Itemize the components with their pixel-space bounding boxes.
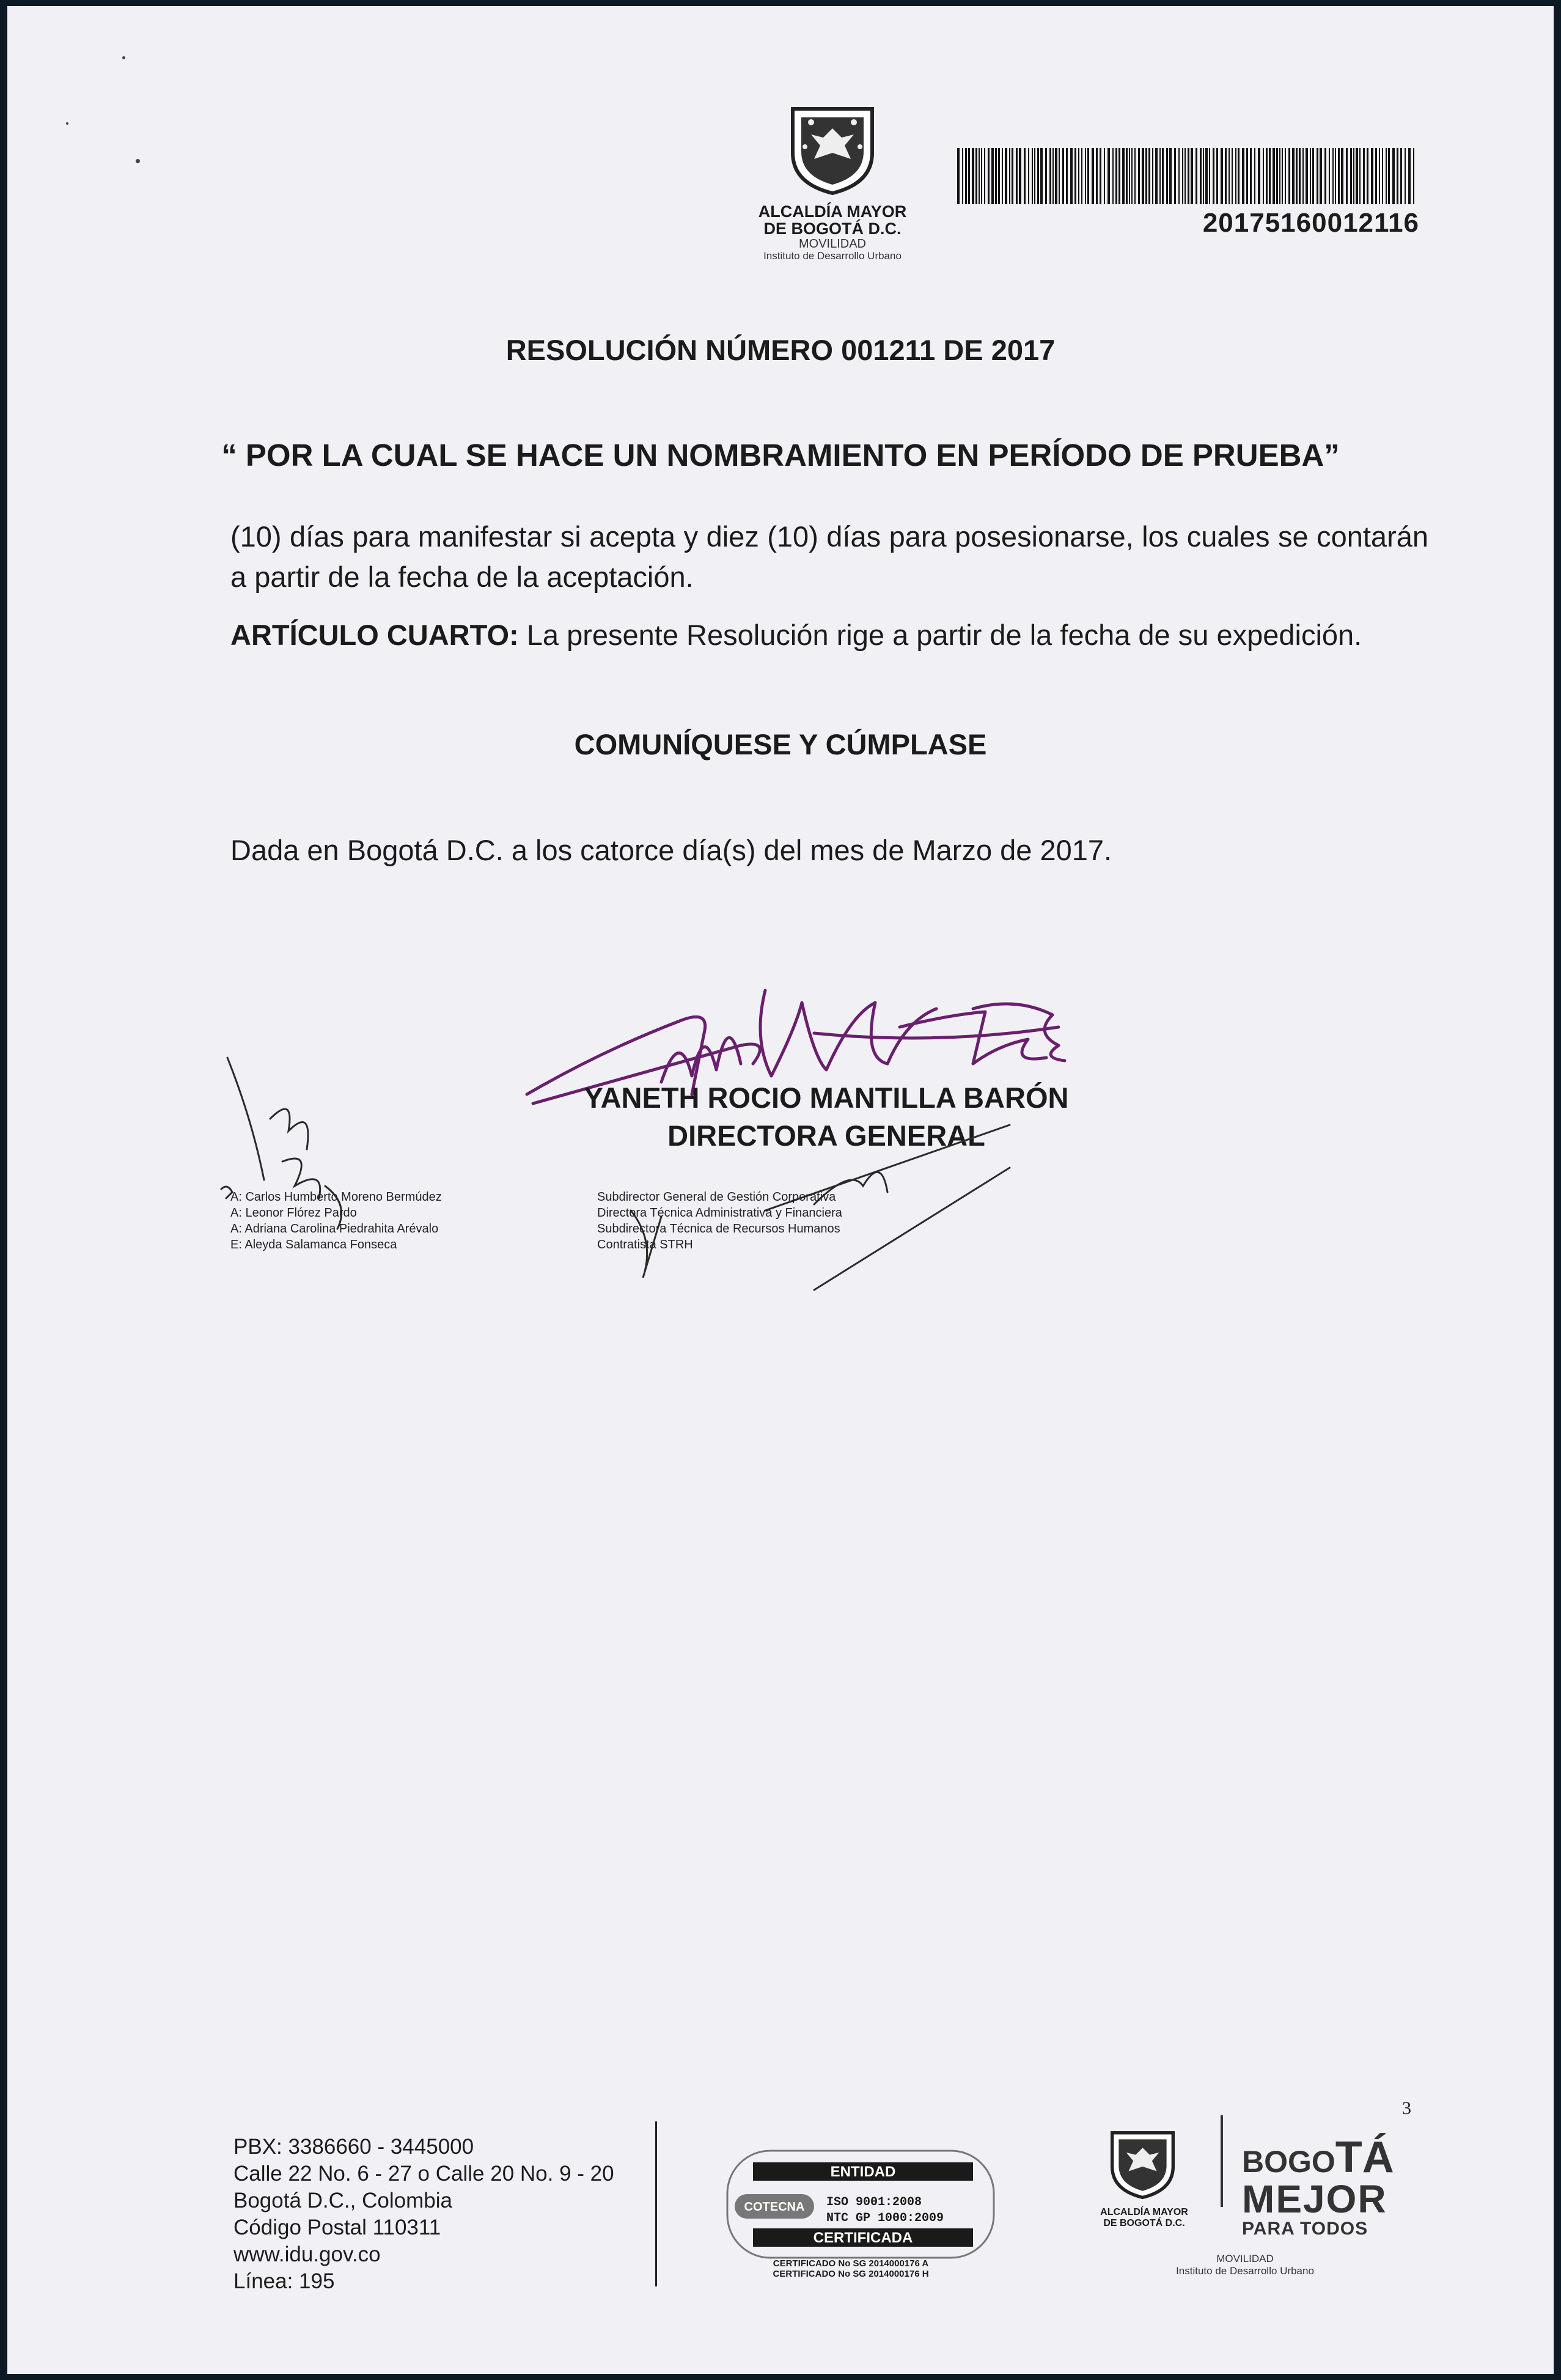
entity-line: Instituto de Desarrollo Urbano (763, 249, 902, 262)
barcode-bar (1078, 148, 1079, 204)
footer-linea: Línea: 195 (233, 2269, 335, 2293)
document-title: RESOLUCIÓN NÚMERO 001211 DE 2017 (505, 334, 1056, 366)
barcode-bar (1332, 148, 1334, 204)
document-subtitle: “ POR LA CUAL SE HACE UN NOMBRAMIENTO EN PERÍODO DE PRUEBA” (221, 438, 1340, 473)
barcode-bar (1085, 148, 1086, 204)
barcode-bar (1363, 148, 1365, 204)
barcode-bar (1034, 148, 1035, 204)
barcode-bar (1382, 148, 1383, 204)
barcode-bar (1216, 148, 1218, 204)
barcode-bar (1413, 148, 1414, 204)
approval-initials (215, 1045, 1071, 1321)
entity-line: ALCALDÍA MAYOR (758, 202, 907, 221)
barcode-bar (1312, 148, 1314, 204)
footer-city: Bogotá D.C., Colombia (233, 2189, 452, 2212)
barcode-bar (1112, 148, 1114, 204)
barcode-bar (1062, 148, 1064, 204)
barcode-bar (1386, 148, 1387, 204)
barcode-bar (1182, 148, 1183, 204)
barcode-bar (1371, 148, 1373, 204)
signatory-role: DIRECTORA GENERAL (667, 1119, 985, 1152)
footer-crest-line: ALCALDÍA MAYOR (1100, 2207, 1188, 2217)
entity-logo-text (710, 203, 955, 262)
page-number: 3 (1402, 2098, 1411, 2118)
barcode-bar (1138, 148, 1140, 204)
barcode-bar (1126, 148, 1128, 204)
brand-bogo: BOGO (1242, 2145, 1335, 2179)
barcode-bar (1052, 148, 1054, 204)
barcode-bar (1379, 148, 1380, 204)
barcode-bar (1178, 148, 1180, 204)
barcode-bar (1100, 148, 1101, 204)
cert-iso: ISO 9001:2008 (826, 2195, 922, 2209)
approval-role: Subdirectora Técnica de Recursos Humanos (597, 1222, 840, 1236)
barcode-bar (1209, 148, 1210, 204)
barcode-bar (1299, 148, 1301, 204)
footer-address: Calle 22 No. 6 - 27 o Calle 20 No. 9 - 20 (233, 2162, 614, 2186)
barcode-bar (1074, 148, 1076, 204)
footer-web: www.idu.gov.co (233, 2242, 381, 2266)
barcode-bar (979, 148, 980, 204)
barcode-bar (1200, 148, 1202, 204)
scan-speck (136, 159, 140, 163)
barcode-bar (1302, 148, 1304, 204)
barcode-bar (1032, 148, 1033, 204)
approval-person: A: Carlos Humberto Moreno Bermúdez (230, 1190, 442, 1204)
barcode-bar (1205, 148, 1208, 204)
barcode-bar (1317, 148, 1318, 204)
barcode-bar (1279, 148, 1280, 204)
barcode-bar (1191, 148, 1193, 204)
barcode-bar (1397, 148, 1398, 204)
barcode-bar (1142, 148, 1144, 204)
footer-movilidad: MOVILIDAD (1216, 2253, 1274, 2264)
barcode-bar (1346, 148, 1348, 204)
barcode-bar (1276, 148, 1278, 204)
barcode-bar (1273, 148, 1275, 204)
barcode-bar (957, 148, 960, 204)
footer-crest-line: DE BOGOTÁ D.C. (1103, 2218, 1185, 2228)
barcode-bar (1353, 148, 1354, 204)
barcode-bar (1392, 148, 1395, 204)
footer-crest-icon (1107, 2128, 1178, 2201)
barcode-bar (1263, 148, 1264, 204)
cert-brand: COTECNA (744, 2200, 805, 2214)
barcode-bar (1266, 148, 1268, 204)
barcode-bar (975, 148, 977, 204)
barcode-bar (1203, 148, 1204, 204)
article-paragraph (230, 615, 1428, 655)
approvals-people (230, 1189, 442, 1253)
approval-role: Contratista STRH (597, 1238, 693, 1251)
barcode-bar (1159, 148, 1161, 204)
closing-formula: COMUNÍQUESE Y CÚMPLASE (574, 728, 987, 761)
barcode-bar (968, 148, 970, 204)
barcode-bar (1367, 148, 1368, 204)
barcode-bar (1356, 148, 1358, 204)
barcode-bar (1024, 148, 1026, 204)
barcode-bar (1174, 148, 1176, 204)
barcode-bar (1329, 148, 1330, 204)
barcode-bar (1310, 148, 1311, 204)
barcode-bar (1028, 148, 1029, 204)
barcode-bar (1129, 148, 1130, 204)
entity-line: DE BOGOTÁ D.C. (763, 219, 902, 238)
cert-entity: ENTIDAD (830, 2164, 896, 2180)
bogota-mejor-logo (1242, 2133, 1413, 2239)
barcode-bar (1221, 148, 1223, 204)
barcode-bar (1288, 148, 1290, 204)
barcode-bar (1306, 148, 1308, 204)
barcode-bar (1400, 148, 1402, 204)
barcode-bar (965, 148, 967, 204)
barcode-bar (1009, 148, 1010, 204)
bogota-crest-icon (787, 104, 878, 196)
footer-crest-text (1083, 2207, 1205, 2229)
barcode-bar (1059, 148, 1060, 204)
barcode-bar (984, 148, 985, 204)
scan-speck (66, 122, 68, 125)
barcode-bar (1122, 148, 1125, 204)
barcode-bar (1019, 148, 1021, 204)
barcode-bar (1152, 148, 1153, 204)
barcode-bar (1049, 148, 1051, 204)
footer-idu-name: Instituto de Desarrollo Urbano (1176, 2265, 1314, 2277)
approval-person: E: Aleyda Salamanca Fonseca (230, 1238, 397, 1251)
footer-brand-divider (1221, 2115, 1223, 2207)
barcode-bar (1145, 148, 1147, 204)
barcode-bar (1269, 148, 1271, 204)
issue-date-line: Dada en Bogotá D.C. a los catorce día(s) del mes de Marzo de 2017. (230, 834, 1112, 866)
barcode-bar (995, 148, 997, 204)
barcode-bar (1375, 148, 1377, 204)
barcode-bar (1087, 148, 1089, 204)
barcode-bar (1037, 148, 1039, 204)
cert-certified: CERTIFICADA (813, 2230, 913, 2246)
barcode-bar (1232, 148, 1233, 204)
cert-number: CERTIFICADO No SG 2014000176 A (773, 2258, 929, 2269)
barcode-bar (1081, 148, 1082, 204)
document-page (7, 6, 1554, 2374)
barcode-bar (1335, 148, 1336, 204)
barcode-bar (1229, 148, 1230, 204)
barcode-bar (991, 148, 994, 204)
brand-para-todos: PARA TODOS (1242, 2219, 1368, 2239)
barcode-bar (1005, 148, 1007, 204)
cert-numbers (716, 2258, 985, 2279)
barcode-bar (1155, 148, 1158, 204)
barcode-bar (1002, 148, 1003, 204)
footer-divider (655, 2121, 657, 2286)
barcode-bar (1162, 148, 1164, 204)
barcode-bar (1359, 148, 1361, 204)
barcode-bar (1148, 148, 1150, 204)
barcode-bar (1185, 148, 1186, 204)
approval-person: A: Leonor Flórez Pardo (230, 1206, 357, 1220)
barcode-bar (1285, 148, 1286, 204)
barcode-bar (1055, 148, 1057, 204)
barcode-bar (962, 148, 963, 204)
article-text: La presente Resolución rige a partir de la fecha de su expedición. (518, 619, 1362, 651)
footer-pbx: PBX: 3386660 - 3445000 (233, 2135, 474, 2159)
cert-number: CERTIFICADO No SG 2014000176 H (773, 2269, 929, 2279)
barcode-bar (1250, 148, 1252, 204)
barcode-bar (1213, 148, 1214, 204)
cert-ntc: NTC GP 1000:2009 (826, 2211, 944, 2225)
barcode-bar (988, 148, 990, 204)
barcode-bar (1254, 148, 1255, 204)
footer-contact (233, 2134, 614, 2295)
barcode-bar (1238, 148, 1240, 204)
barcode-bar (1196, 148, 1197, 204)
barcode-bar (1246, 148, 1248, 204)
barcode-bar (1092, 148, 1094, 204)
barcode-bar (1388, 148, 1390, 204)
footer-idu (1156, 2253, 1334, 2277)
barcode-bar (1045, 148, 1047, 204)
body-paragraph: (10) días para manifestar si acepta y diez (10) días para posesionarse, los cuales se contarán a partir de la fecha de la aceptación. (230, 520, 1428, 593)
barcode-bar (1258, 148, 1260, 204)
barcode-bar (1324, 148, 1326, 204)
barcode-bar (1225, 148, 1227, 204)
barcode-bars (955, 148, 1419, 204)
barcode-bar (1134, 148, 1136, 204)
barcode-bar (1188, 148, 1189, 204)
certification-badge (716, 2149, 1010, 2271)
approval-role: Subdirector General de Gestión Corporativa (597, 1190, 836, 1204)
barcode-bar (1320, 148, 1322, 204)
barcode-bar (1115, 148, 1117, 204)
radicado-number: 20175160012116 (1202, 208, 1419, 238)
brand-ta: TÁ (1335, 2133, 1394, 2182)
approval-role: Directora Técnica Administrativa y Financiera (597, 1206, 842, 1220)
barcode (955, 148, 1419, 204)
barcode-bar (1096, 148, 1098, 204)
barcode-bar (1070, 148, 1073, 204)
barcode-bar (972, 148, 974, 204)
barcode-bar (1408, 148, 1411, 204)
barcode-bar (1338, 148, 1340, 204)
barcode-bar (1282, 148, 1283, 204)
barcode-bar (1296, 148, 1298, 204)
approval-person: A: Adriana Carolina Piedrahita Arévalo (230, 1222, 439, 1236)
scan-speck (122, 56, 125, 59)
barcode-bar (1169, 148, 1172, 204)
brand-mejor: MEJOR (1242, 2177, 1387, 2221)
barcode-bar (1131, 148, 1133, 204)
barcode-bar (1118, 148, 1120, 204)
barcode-bar (1242, 148, 1244, 204)
barcode-bar (1012, 148, 1013, 204)
barcode-bar (1066, 148, 1068, 204)
signatory-name: YANETH ROCIO MANTILLA BARÓN (584, 1081, 1069, 1114)
barcode-bar (1341, 148, 1343, 204)
barcode-bar (1405, 148, 1406, 204)
barcode-bar (1104, 148, 1105, 204)
entity-line: MOVILIDAD (798, 237, 867, 251)
footer-postal: Código Postal 110311 (233, 2216, 441, 2239)
barcode-bar (1350, 148, 1352, 204)
barcode-bar (1292, 148, 1295, 204)
barcode-bar (981, 148, 982, 204)
barcode-bar (998, 148, 1000, 204)
approvals-roles (597, 1189, 842, 1253)
barcode-bar (1107, 148, 1110, 204)
barcode-bar (1040, 148, 1043, 204)
barcode-bar (1016, 148, 1018, 204)
article-label: ARTÍCULO CUARTO: (230, 619, 519, 651)
barcode-bar (1235, 148, 1236, 204)
barcode-bar (1166, 148, 1168, 204)
